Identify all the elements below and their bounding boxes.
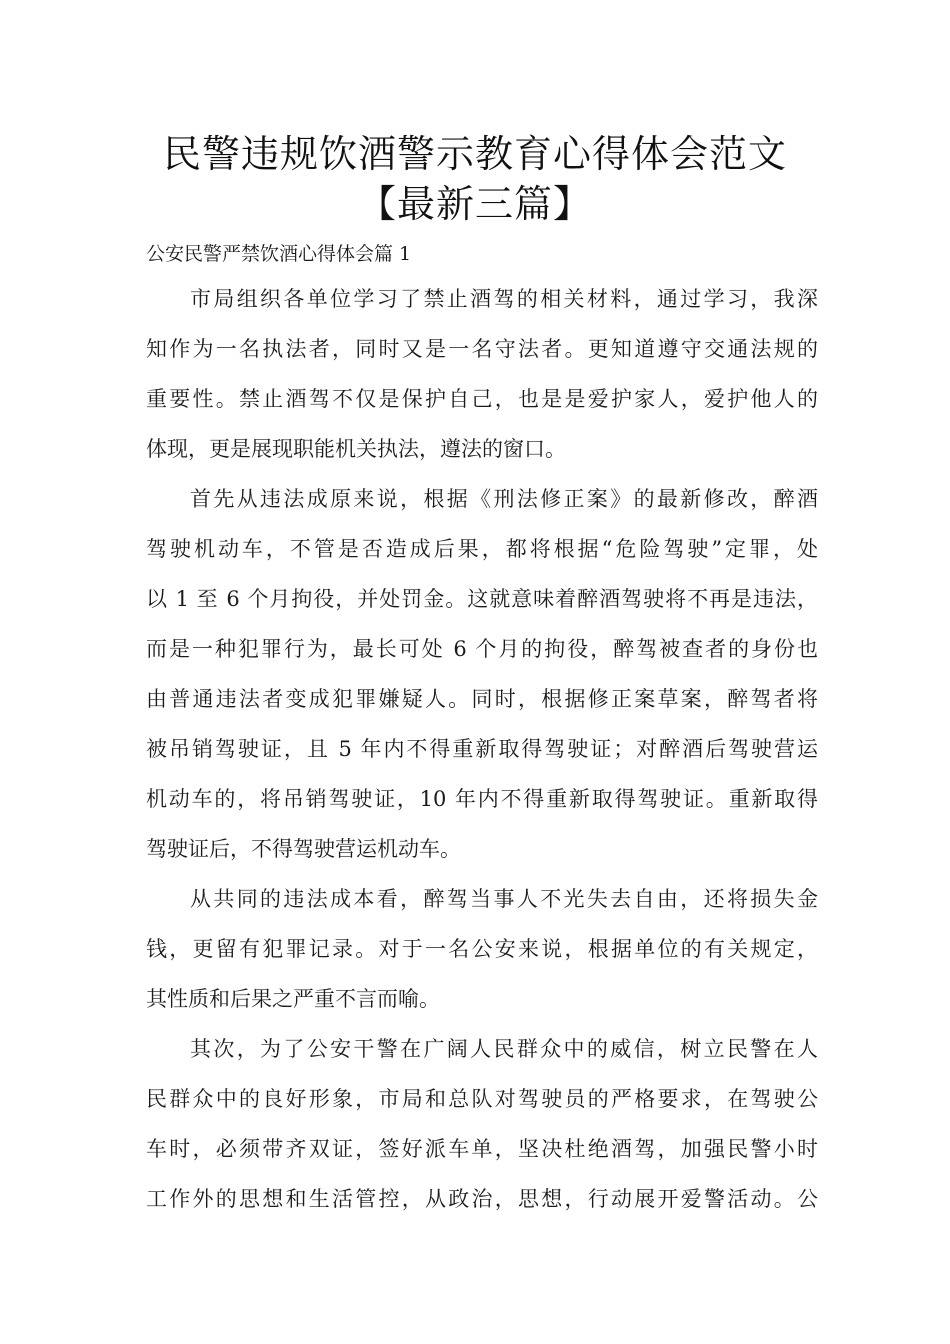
paragraph-line: 以 1 至 6 个月拘役，并处罚金。这就意味着醉酒驾驶将不再是违法，	[146, 587, 818, 611]
paragraph-line: 钱，更留有犯罪记录。对于一名公安来说，根据单位的有关规定，	[146, 937, 818, 961]
paragraph-line: 市局组织各单位学习了禁止酒驾的相关材料，通过学习，我深	[190, 287, 818, 311]
paragraph-line: 体现，更是展现职能机关执法，遵法的窗口。	[146, 437, 566, 461]
paragraph-line: 其次，为了公安干警在广阔人民群众中的威信，树立民警在人	[190, 1037, 818, 1061]
paragraph-line: 工作外的思想和生活管控，从政治，思想，行动展开爱警活动。公	[146, 1187, 818, 1211]
document-title-line-2: 【最新三篇】	[357, 182, 592, 226]
paragraph-line: 驾驶证后，不得驾驶营运机动车。	[146, 837, 461, 861]
paragraph-line: 而是一种犯罪行为，最长可处 6 个月的拘役，醉驾被查者的身份也	[146, 637, 818, 661]
paragraph-line: 从共同的违法成本看，醉驾当事人不光失去自由，还将损失金	[190, 887, 818, 911]
paragraph-line: 其性质和后果之严重不言而喻。	[146, 987, 440, 1011]
document-title-line-1: 民警违规饮酒警示教育心得体会范文	[162, 132, 787, 176]
paragraph-line: 车时，必须带齐双证，签好派车单，坚决杜绝酒驾，加强民警小时	[146, 1137, 818, 1161]
paragraph-line: 被吊销驾驶证，且 5 年内不得重新取得驾驶证；对醉酒后驾驶营运	[146, 737, 818, 761]
paragraph-line: 民群众中的良好形象，市局和总队对驾驶员的严格要求，在驾驶公	[146, 1087, 818, 1111]
paragraph-line: 重要性。禁止酒驾不仅是保护自己，也是是爱护家人，爱护他人的	[146, 387, 818, 411]
paragraph-line: 机动车的，将吊销驾驶证，10 年内不得重新取得驾驶证。重新取得	[146, 787, 818, 811]
paragraph-line: 知作为一名执法者，同时又是一名守法者。更知道遵守交通法规的	[146, 337, 818, 361]
paragraph-line: 由普通违法者变成犯罪嫌疑人。同时，根据修正案草案，醉驾者将	[146, 687, 818, 711]
paragraph-line: 驾驶机动车，不管是否造成后果，都将根据“危险驾驶”定罪，处	[146, 537, 818, 561]
section-heading: 公安民警严禁饮酒心得体会篇 1	[146, 243, 412, 265]
paragraph-line: 首先从违法成原来说，根据《刑法修正案》的最新修改，醉酒	[190, 487, 818, 511]
